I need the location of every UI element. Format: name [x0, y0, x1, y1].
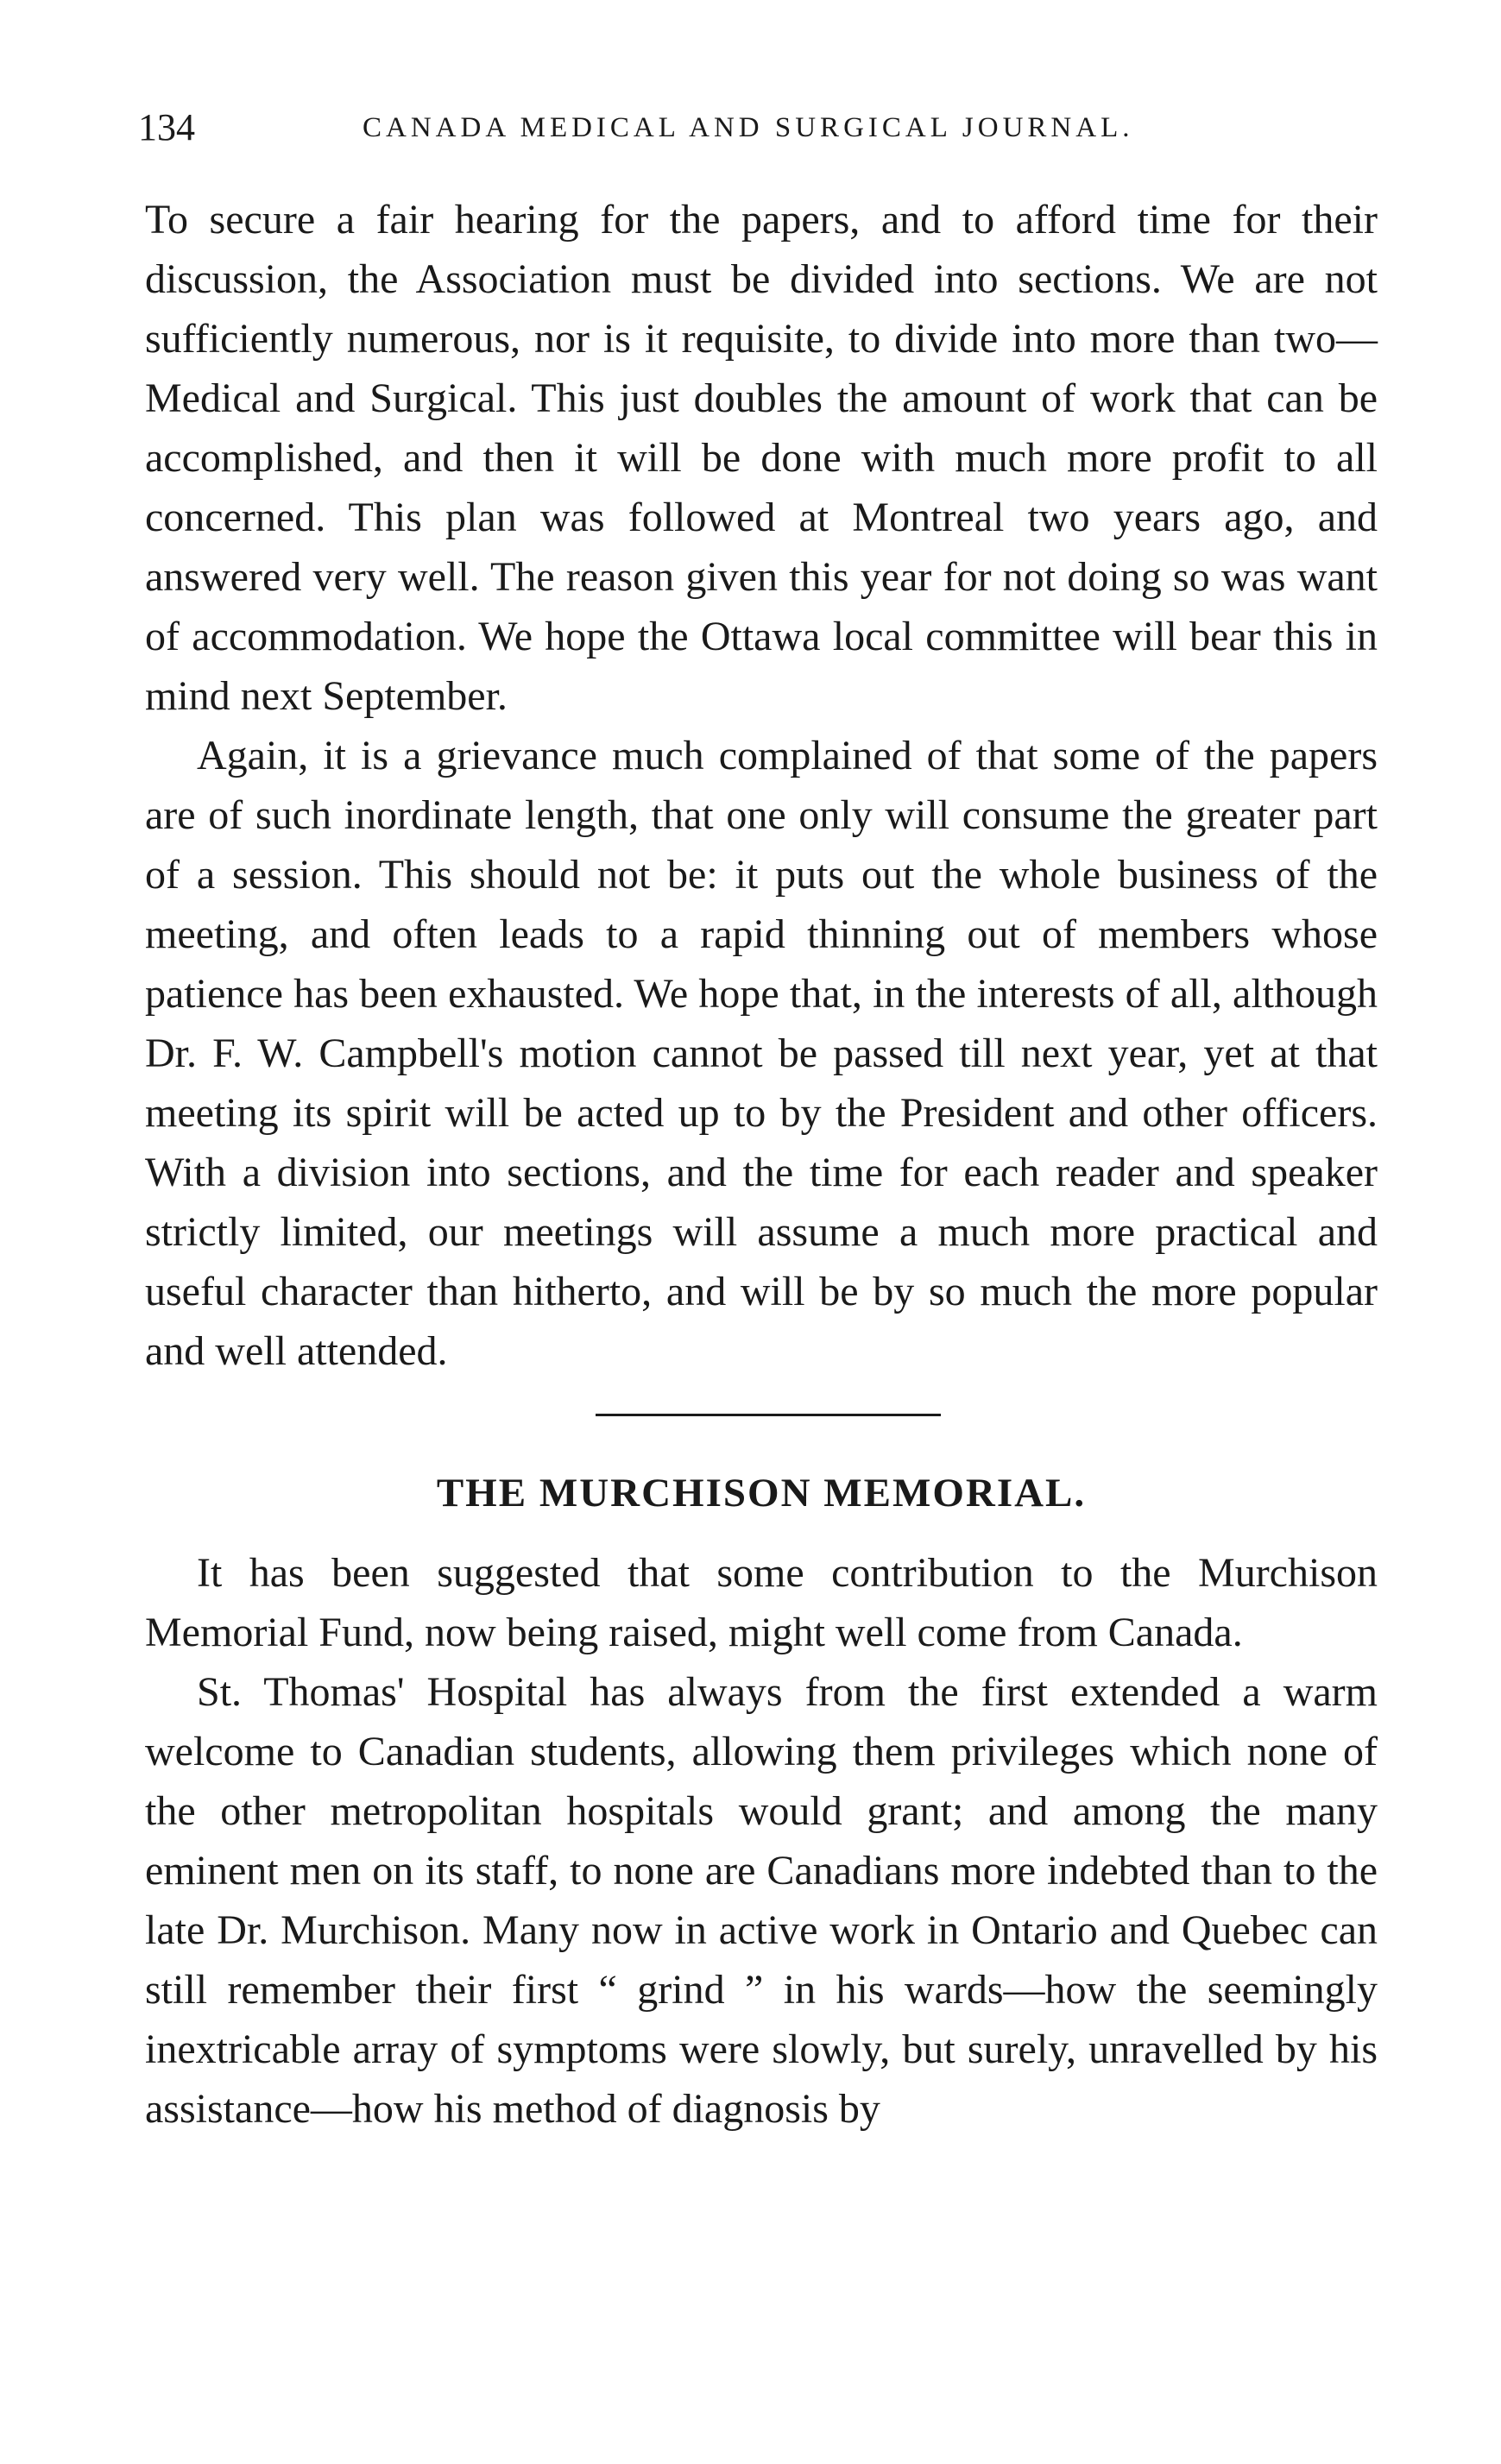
paragraph-grievance: Again, it is a grievance much complained of that some of the papers are of such inordinate length, that one only will consume the greater part of a session. This should not be: it puts out the whole business of the meeting, and often leads to a rapid thinning out of members whose patience has been exhausted. We hope that, in the interests of all, although Dr. F. W. Campbell's motion cannot be passed till next year, yet at that meeting its spirit will be acted up to by the President and other officers. With a division into sections, and the time for each reader and speaker strictly limited, our meetings will assume a much more practical and useful character than hitherto, and will be by so much the more popular and well attended. — [145, 733, 1378, 1374]
section-divider — [145, 1381, 1378, 1459]
running-head — [138, 102, 1381, 154]
page-number: 134 — [138, 106, 195, 148]
section-rule — [596, 1414, 941, 1416]
paragraph-sections: To secure a fair hearing for the papers, and to afford time for their discussion, the Association must be divided into sections. We are not sufficiently numerous, nor is it requisite, to divide into more than two—Medical and Surgical. This just doubles the amount of work that can be accomplished, and then it will be done with much more profit to all concerned. This plan was followed at Montreal two years ago, and answered very well. The reason given this year for not doing so was want of accommodation. We hope the Ottawa local committee will bear this in mind next September. — [145, 197, 1378, 719]
text-column — [145, 190, 1378, 2139]
journal-title: CANADA MEDICAL AND SURGICAL JOURNAL. — [363, 112, 1134, 143]
paragraph-suggestion: It has been suggested that some contribution to the Murchison Memorial Fund, now being raised, might well come from Canada. — [145, 1550, 1378, 1655]
section-heading: THE MURCHISON MEMORIAL. — [436, 1471, 1087, 1516]
paragraph-st-thomas: St. Thomas' Hospital has always from the first extended a warm welcome to Canadian students, allowing them privileges which none of the other metropolitan hospitals would grant; and among the many eminent men on its staff, to none are Canadians more indebted than to the late Dr. Murchison. Many now in active work in Ontario and Quebec can still remember their first “ grind ” in his wards—how the seemingly inextricable array of symptoms were slowly, but surely, unravelled by his assistance—how his method of diagnosis by — [145, 1669, 1378, 2132]
